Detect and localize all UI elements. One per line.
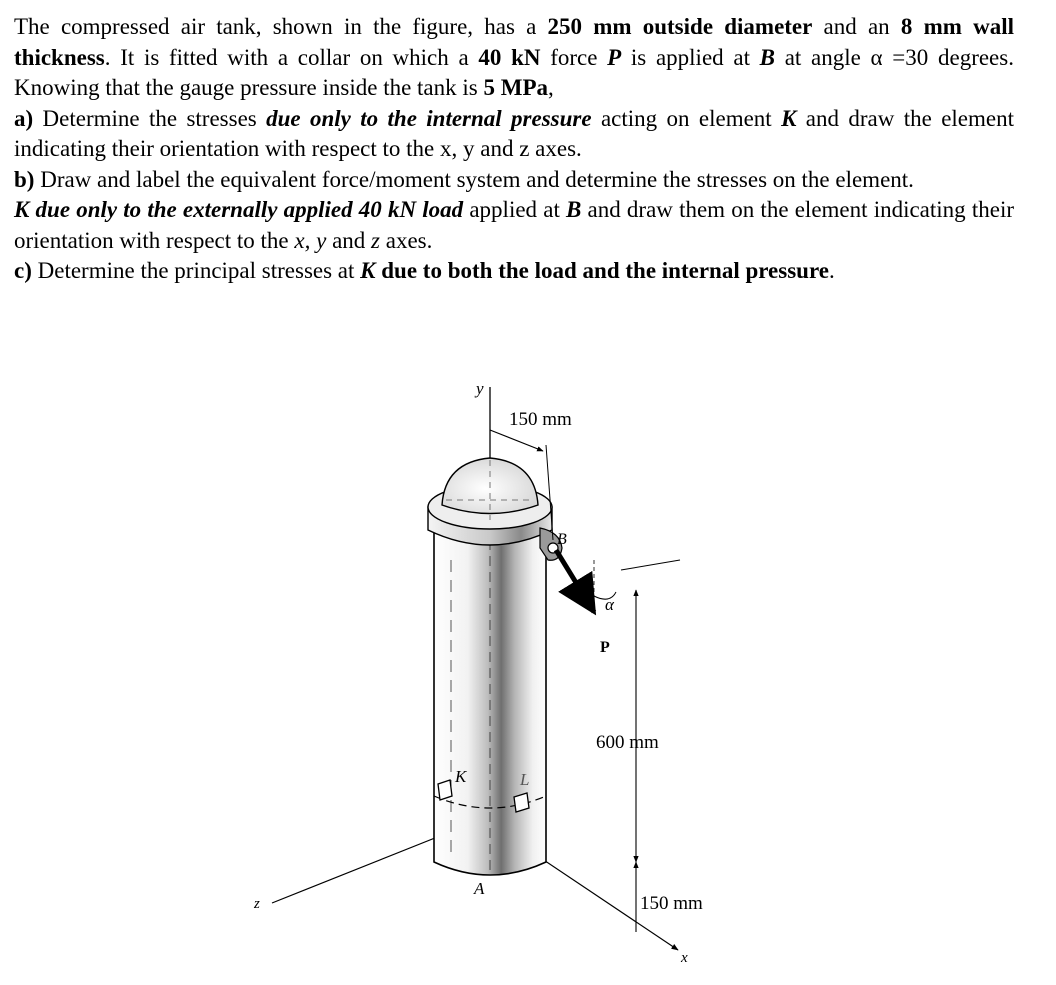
- point-k-label: K: [455, 767, 467, 786]
- text: . It is fitted with a collar on which a: [104, 44, 479, 70]
- force-value: 40 kN: [478, 44, 541, 70]
- part-a: [14, 104, 1014, 165]
- text: force: [540, 44, 608, 70]
- tank-figure: [0, 350, 1056, 980]
- dim-height-ext-top: [621, 560, 680, 570]
- dim-height-label: 600 mm: [596, 732, 659, 753]
- text: and draw them on the element indicating their orientation with respect to the: [14, 197, 1014, 253]
- element-k: [438, 780, 452, 800]
- point-symbol: K: [360, 258, 376, 283]
- text: is applied at: [621, 44, 760, 70]
- point-symbol: B: [759, 44, 776, 70]
- point-symbol: K: [781, 105, 797, 131]
- axis-symbols: x, y: [294, 227, 327, 253]
- emphasis: due to both the load and the internal pressure: [375, 258, 829, 283]
- y-axis-label: y: [476, 379, 484, 398]
- tank-diagram: [0, 350, 1056, 980]
- part-label: b): [14, 166, 35, 192]
- text: and: [326, 227, 372, 253]
- text: .: [828, 258, 835, 283]
- force-label: P: [600, 639, 610, 656]
- dim-bottom-label: 150 mm: [640, 893, 703, 914]
- text: ,: [548, 75, 554, 100]
- point-b-label: B: [557, 531, 567, 548]
- wall-thickness-value: 8 mm wall thickness: [14, 14, 1014, 70]
- text: Draw and label the equivalent force/moment system and determine the stresses on the element.: [34, 166, 914, 192]
- angle-label: α: [605, 595, 614, 614]
- point-symbol: B: [566, 197, 582, 222]
- tank-body: [434, 500, 546, 875]
- element-l: [514, 793, 529, 812]
- z-axis-label: z: [254, 896, 260, 912]
- diameter-value: 250 mm outside diameter: [547, 14, 813, 39]
- point-l-label: L: [520, 770, 530, 789]
- text: The compressed air tank, shown in the figure, has a: [14, 14, 548, 39]
- part-b: [14, 165, 1014, 257]
- force-symbol: P: [607, 44, 622, 70]
- pressure-value: 5 MPa: [483, 75, 548, 100]
- dim-top-label: 150 mm: [509, 409, 572, 430]
- text: and draw the element indicating their orientation with respect to the x, y and z axes.: [14, 105, 1014, 161]
- text: and an: [812, 14, 901, 39]
- text: Determine the principal stresses at: [31, 258, 361, 283]
- part-label: c): [14, 258, 32, 283]
- part-label: a): [14, 105, 34, 131]
- text: axes.: [380, 227, 433, 253]
- x-axis-label: x: [681, 950, 688, 966]
- part-c: [14, 256, 1014, 287]
- point-a-label: A: [474, 879, 485, 898]
- problem-intro: [14, 12, 1014, 104]
- text: acting on element: [591, 105, 782, 131]
- axis-symbol: z: [371, 227, 380, 253]
- text: applied at: [463, 197, 567, 222]
- text: Determine the stresses: [33, 105, 267, 131]
- force-arrow: [556, 550, 594, 612]
- problem-statement: [14, 12, 1014, 287]
- text: at angle α =30 degrees. Knowing that the gauge pressure inside the tank is: [14, 44, 1014, 100]
- emphasis: K due only to the externally applied 40 kN load: [14, 197, 464, 222]
- dim-top-line: [490, 430, 543, 451]
- emphasis: due only to the internal pressure: [266, 105, 592, 131]
